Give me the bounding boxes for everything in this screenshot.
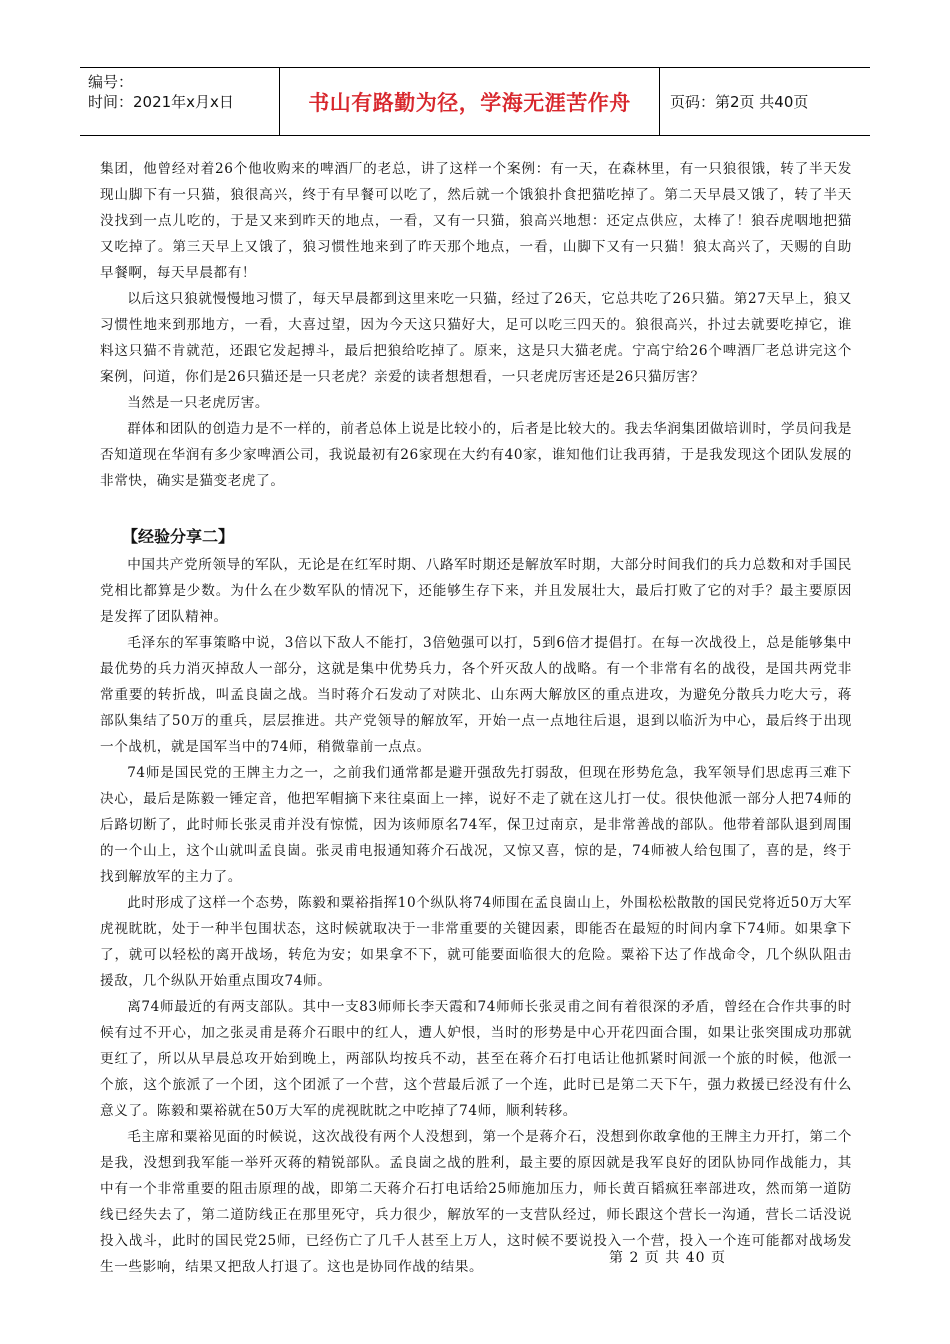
number-label: 编号：: [88, 73, 134, 91]
paragraph: 74师是国民党的王牌主力之一，之前我们通常都是避开强敌先打弱敌，但现在形势危急，我军领导们思虑再三难下决心，最后是陈毅一锤定音，他把军帽摘下来往桌面上一摔，说好不走了就在这儿打一仗。很快他派一部分人把74师的后路切断了，此时师长张灵甫并没有惊慌，因为该师原名74军，保卫过南京，是非常善战的部队。他带着部队退到周围的一个山上，这个山就叫孟良崮。张灵甫电报通知蒋介石战况，又惊又喜，惊的是，74师被人给包围了，喜的是，终于找到解放军的主力了。: [100, 765, 852, 885]
paragraph: 集团，他曾经对着26个他收购来的啤酒厂的老总，讲了这样一个案例：有一天，在森林里，有一只狼很饿，转了半天发现山脚下有一只猫，狼很高兴，终于有早餐可以吃了，然后就一个饿狼扑食把猫吃掉了。第二天早晨又饿了，转了半天没找到一点儿吃的，于是又来到昨天的地点，一看，又有一只猫，狼高兴地想：还定点供应，太棒了！狼吞虎咽地把猫又吃掉了。第三天早上又饿了，狼习惯性地来到了昨天那个地点，一看，山脚下又有一只猫！狼太高兴了，天赐的自助早餐啊，每天早晨都有！: [100, 161, 852, 281]
paragraph: 群体和团队的创造力是不一样的，前者总体上说是比较小的，后者是比较大的。我去华润集团做培训时，学员问我是否知道现在华润有多少家啤酒公司，我说最初有26家现在大约有40家，谁知他们让我再猜，于是我发现这个团队发展的非常快，确实是猫变老虎了。: [100, 421, 852, 489]
page-header: [80, 67, 870, 136]
page-info: 页码：第2页 共40页: [670, 93, 809, 111]
paragraph: 此时形成了这样一个态势，陈毅和粟裕指挥10个纵队将74师围在孟良崮山上，外围松松散散的国民党将近50万大军虎视眈眈，处于一种半包围状态，这时候就取决于一非常重要的关键因素，即能否在最短的时间内拿下74师。如果拿下了，就可以轻松的离开战场，转危为安；如果拿不下，就可能要面临很大的危险。粟裕下达了作战命令，几个纵队阻击援敌，几个纵队开始重点围攻74师。: [100, 895, 852, 989]
motto-text: 书山有路勤为径，学海无涯苦作舟: [308, 90, 631, 115]
header-page-cell: [660, 68, 870, 135]
paragraph: 离74师最近的有两支部队。其中一支83师师长李天霞和74师师长张灵甫之间有着很深的矛盾，曾经在合作共事的时候有过不开心，加之张灵甫是蒋介石眼中的红人，遭人妒恨，当时的形势是中心开花四面合围，如果让张突围成功那就更红了，所以从早晨总攻开始到晚上，两部队均按兵不动，甚至在蒋介石打电话让他抓紧时间派一个旅的时候，他派一个旅，这个旅派了一个团，这个团派了一个营，这个营最后派了一个连，此时已是第二天下午，强力救援已经没有什么意义了。陈毅和粟裕就在50万大军的虎视眈眈之中吃掉了74师，顺利转移。: [100, 999, 852, 1119]
header-info-cell: [80, 68, 280, 135]
paragraph: 中国共产党所领导的军队，无论是在红军时期、八路军时期还是解放军时期，大部分时间我们的兵力总数和对手国民党相比都算是少数。为什么在少数军队的情况下，还能够生存下来，并且发展壮大，最后打败了它的对手？最主要原因是发挥了团队精神。: [100, 557, 852, 625]
header-motto-cell: [280, 68, 660, 135]
document-body: [100, 156, 852, 1280]
paragraph: 毛泽东的军事策略中说，3倍以下敌人不能打，3倍勉强可以打，5到6倍才提倡打。在每一次战役上，总是能够集中最优势的兵力消灭掉敌人一部分，这就是集中优势兵力，各个歼灭敌人的战略。有一个非常有名的战役，是国共两党非常重要的转折战，叫孟良崮之战。当时蒋介石发动了对陕北、山东两大解放区的重点进攻，为避免分散兵力吃大亏，蒋部队集结了50万的重兵，层层推进。共产党领导的解放军，开始一点一点地往后退，退到以临沂为中心，最后终于出现一个战机，就是国军当中的74师，稍微靠前一点点。: [100, 635, 852, 755]
paragraph: 毛主席和粟裕见面的时候说，这次战役有两个人没想到，第一个是蒋介石，没想到你敢拿他的王牌主力开打，第二个是我，没想到我军能一举歼灭蒋的精锐部队。孟良崮之战的胜利，最主要的原因就是我军良好的团队协同作战能力，其中有一个非常重要的阻击原理的战，即第二天蒋介石打电话给25师施加压力，师长黄百韬疯狂率部进攻，然而第一道防线已经失去了，第二道防线正在那里死守，兵力很少，解放军的一支营队经过，师长跟这个营长一沟通，营长二话没说投入战斗，此时的国民党25师，已经伤亡了几千人甚至上万人，这时候不要说投入一个营，投入一个连可能都对战场发生一些影响，结果又把敌人打退了。这也是协同作战的结果。: [100, 1129, 852, 1275]
paragraph: 当然是一只老虎厉害。: [127, 395, 270, 411]
page-footer: 第 2 页 共 40 页: [609, 1250, 726, 1266]
paragraph: 以后这只狼就慢慢地习惯了，每天早晨都到这里来吃一只猫，经过了26天，它总共吃了26只猫。第27天早上，狼又习惯性地来到那地方，一看，大喜过望，因为今天这只猫好大，足可以吃三四天的。狼很高兴，扑过去就要吃掉它，谁料这只猫不肯就范，还跟它发起搏斗，最后把狼给吃掉了。原来，这是只大猫老虎。宁高宁给26个啤酒厂老总讲完这个案例，问道，你们是26只猫还是一只老虎？亲爱的读者想想看，一只老虎厉害还是26只猫厉害？: [100, 291, 852, 385]
section-title: 【经验分享二】: [122, 527, 235, 546]
time-label: 时间：2021年x月x日: [88, 93, 234, 111]
